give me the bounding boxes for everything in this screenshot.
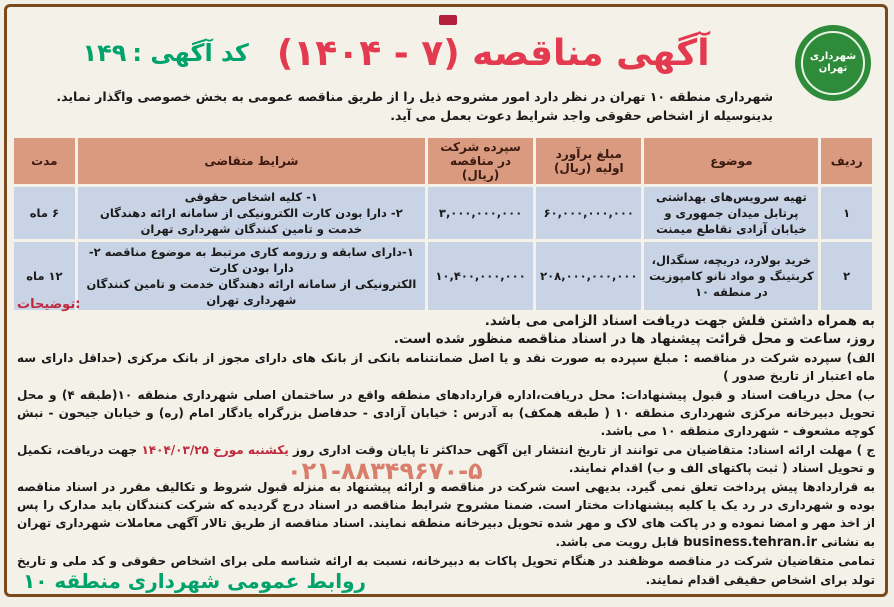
intro-paragraph: [17, 87, 773, 125]
row-conditions: [78, 187, 425, 239]
row-estimate: ۶۰,۰۰۰,۰۰۰,۰۰۰: [536, 187, 641, 239]
row-estimate: ۲۰۸,۰۰۰,۰۰۰,۰۰۰: [536, 242, 641, 310]
note-location: [17, 386, 875, 441]
row-subject: خرید بولارد، دریچه، سنگدال، کربتینگ و مواد نانو کامپوزیت در منطقه ۱۰: [644, 242, 818, 310]
table-header-row: [14, 138, 872, 184]
condition-line: ۱- کلیه اشخاص حقوقی: [184, 190, 318, 204]
logo-text: شهرداری تهران: [801, 31, 865, 95]
footer-public-relations: روابط عمومی شهرداری منطقه ۱۰: [23, 569, 367, 593]
note-deadline-text-end: جهت دریافت، تکمیل و تحویل اسناد ( ثبت پاکتهای الف و ب) اقدام نمایند.: [17, 442, 875, 476]
note-terms-text: به قراردادها پیش پرداخت تعلق نمی گیرد. بدیهی است شرکت در مناقصه و ارائه پیشنهاد به منزله قبول شروط و تکالیف مقرر در اسناد مناقصه بوده و شهرداری در رد یک یا کلیه پیشنهادات مختار است. ضمنا مشروح شرایط مناقصه در اسناد درج گردیده که شرکت کنندگان باید مدارک را پس از اخذ مهر و امضا نموده و در پاکت های لاک و مهر شده تحویل دبیرخانه منطقه نمایند. اسناد مناقصه از طریق تالار آگهی معاملات شهرداری تهران به نشانی: [17, 479, 875, 549]
deadline-date: یکشنبه مورخ ۱۴۰۴/۰۳/۲۵: [141, 442, 289, 457]
tender-table: [11, 135, 875, 313]
condition-line: الکترونیکی از سامانه ارائه دهندگان خدمت و تامین کنندگان شهرداری تهران: [86, 277, 417, 307]
note-deposit-label: الف) سپرده شرکت در مناقصه :: [683, 350, 875, 365]
note-line: به همراه داشتن فلش جهت دریافت اسناد الزامی می باشد.: [484, 313, 875, 329]
intro-text: در نظر دارد امور مشروحه ذیل را از طریق مناقصه عمومی به بخش خصوصی واگذار نماید. بدینوسیله از اشخاص حقوقی واجد شرایط دعوت بعمل می آید.: [56, 89, 773, 123]
note-identification: تمامی متقاضیان شرکت در مناقصه موظفند در هنگام تحویل پاکات به دبیرخانه، نسبت به ارائه شناسه ملی برای اشخاص حقوقی و کد ملی و تاریخ تولد برای اشخاص حقیقی اقدام نمایند.: [17, 554, 875, 587]
note-deposit: [17, 349, 875, 386]
condition-line: ۲- دارا بودن کارت الکترونیکی از سامانه ارائه دهندگان خدمت و تامین کنندگان شهرداری تهران: [100, 206, 403, 236]
note-terms-end: قابل رویت می باشد.: [555, 534, 684, 549]
row-deposit: ۱۰,۴۰۰,۰۰۰,۰۰۰: [428, 242, 533, 310]
notice-code-label: کد آگهی :: [132, 39, 249, 67]
note-deadline-text: متقاضیان می توانند از تاریخ انتشار این آگهی حداکثر تا پایان وقت اداری روز: [288, 442, 748, 457]
notice-title: آگهی مناقصه (۷ - ۱۴۰۴): [276, 32, 710, 74]
note-deposit-text: مبلغ سپرده به صورت نقد و یا اصل ضمانتنامه بانکی از بانک های دارای مجوز از بانک مرکزی (حداقل دارای سه ماه اعتبار از تاریخ صدور ): [17, 350, 875, 384]
row-number: ۲: [821, 242, 872, 310]
tender-notice: [4, 4, 888, 597]
header-duration: مدت: [14, 138, 75, 184]
notes-heading: توضیحات:: [17, 297, 81, 312]
note-terms: [17, 478, 875, 553]
row-deposit: ۳,۰۰۰,۰۰۰,۰۰۰: [428, 187, 533, 239]
phone-number: ۰۲۱-۸۸۳۴۹۶۷۰-۵: [287, 457, 483, 485]
header-estimate: مبلغ برآورد اولیه (ریال): [536, 138, 641, 184]
row-subject: تهیه سرویس‌های بهداشتی پرتابل میدان جمهوری و خیابان آزادی تقاطع میمنت: [644, 187, 818, 239]
note-deadline-label: ج ) مهلت ارائه اسناد:: [747, 442, 875, 457]
header-deposit: سپرده شرکت در مناقصه (ریال): [428, 138, 533, 184]
note-location-label: ب) محل دریافت اسناد و قبول پیشنهادات:: [620, 387, 876, 402]
header-row-number: ردیف: [821, 138, 872, 184]
row-duration: ۱۲ ماه: [14, 242, 75, 310]
notes-body: [17, 312, 875, 589]
tehran-municipality-logo: [795, 25, 871, 101]
note-line: روز، ساعت و محل قرائت پیشنهاد ها در اسناد مناقصه منظور شده است.: [393, 331, 875, 348]
intro-org: شهرداری منطقه ۱۰ تهران: [609, 89, 773, 104]
row-duration: ۶ ماه: [14, 187, 75, 239]
table-row: [14, 187, 872, 239]
header-subject: موضوع: [644, 138, 818, 184]
title-row: [17, 23, 775, 83]
row-number: ۱: [821, 187, 872, 239]
condition-line: ۱-دارای سابقه و رزومه کاری مرتبط به موضوع مناقصه ۲- دارا بودن کارت: [88, 245, 414, 275]
notice-code: [82, 39, 248, 67]
header-conditions: شرایط متقاضی: [78, 138, 425, 184]
note-location-text: محل دریافت،اداره قراردادهای منطقه واقع در ساختمان اصلی شهرداری منطقه ۱۰(طبقه ۴) و محل تحویل دبیرخانه مرکزی شهرداری منطقه ۱۰ ( طبقه همکف) به آدرس : خیابان آزادی - حدفاصل بزرگراه یادگار امام (ره) و خیابان جیحون - نبش کوچه مشعوف - شهرداری منطقه ۱۰ می باشد.: [17, 387, 875, 439]
notice-code-value: ۱۴۹: [82, 39, 127, 67]
website-link[interactable]: business.tehran.ir: [683, 534, 817, 550]
